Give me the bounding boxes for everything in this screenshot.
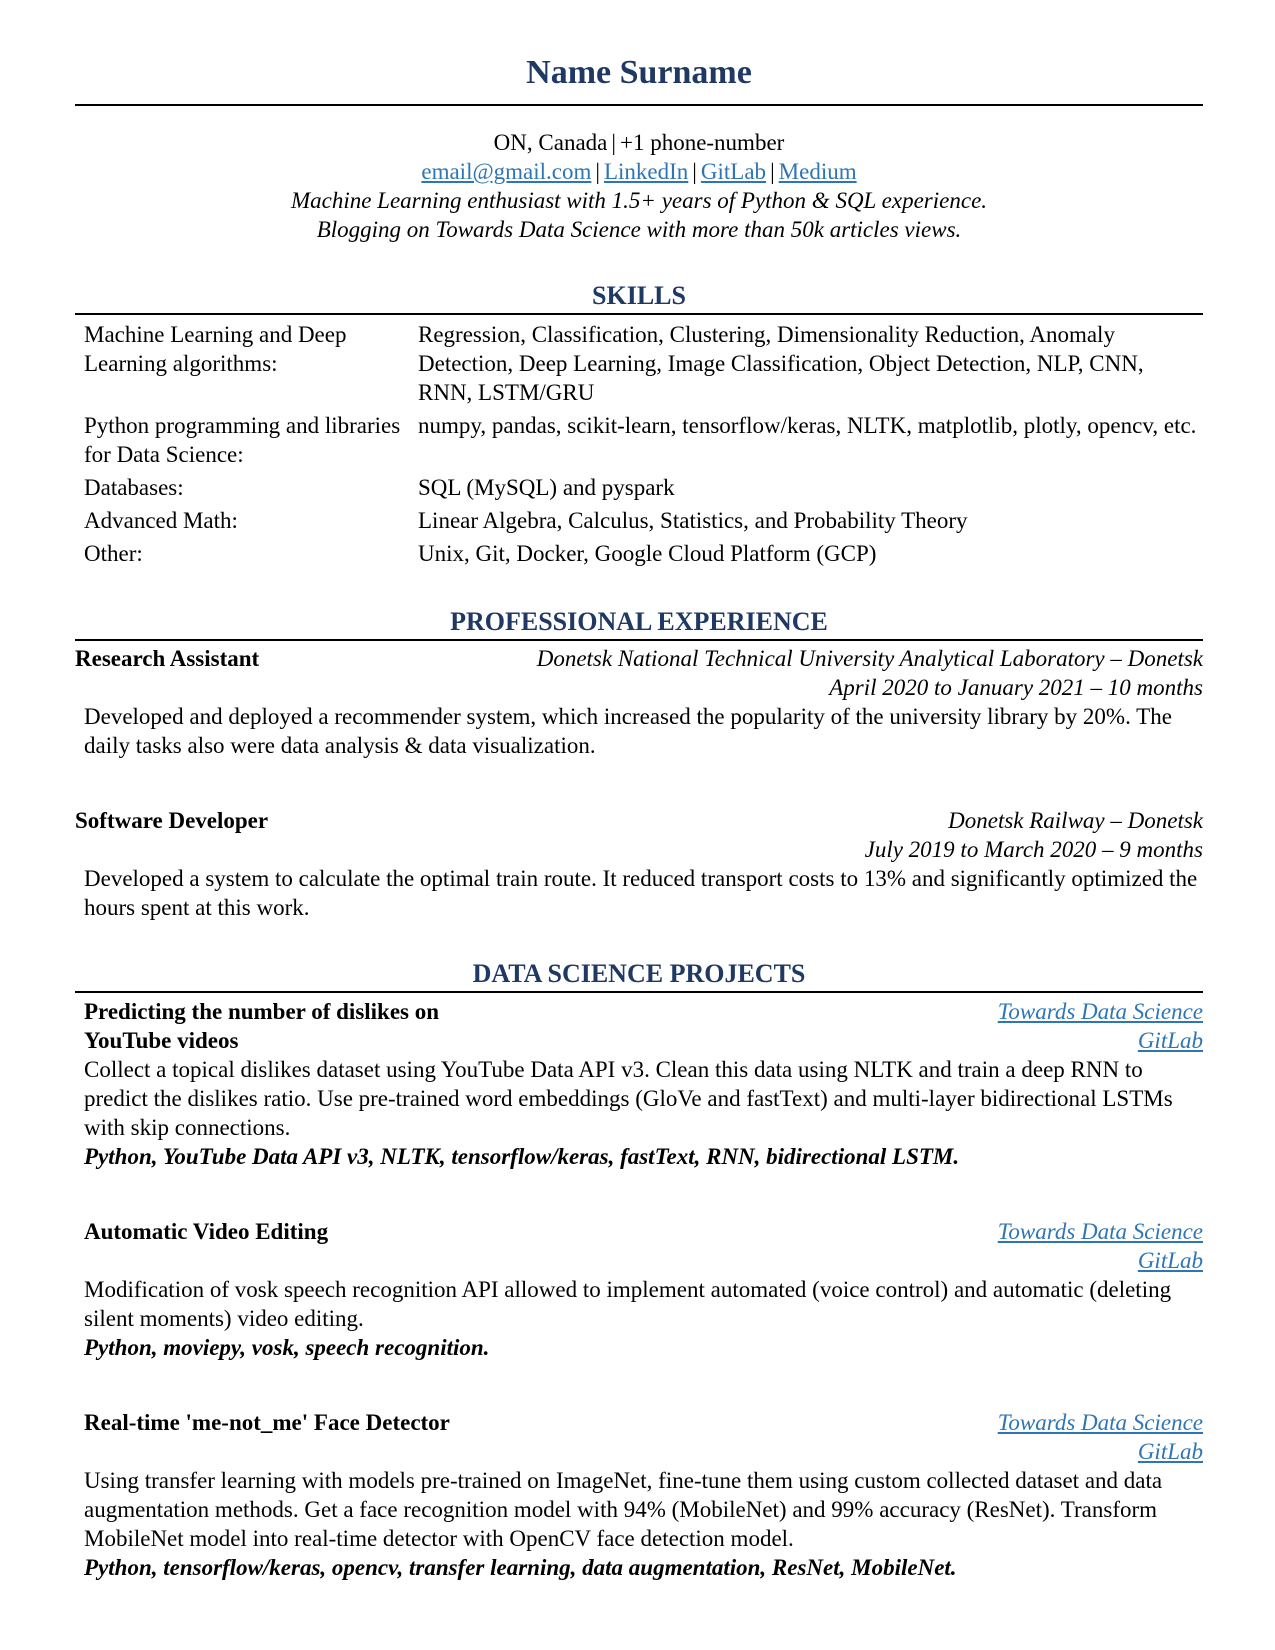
projects-section <box>75 958 1203 1582</box>
project-head <box>75 1408 1203 1466</box>
job-company: Donetsk National Technical University Analytical Laboratory – Donetsk <box>536 646 1203 671</box>
separator: | <box>692 159 697 184</box>
gitlab-link[interactable]: GitLab <box>700 159 767 184</box>
skill-label: Advanced Math: <box>84 508 238 533</box>
separator: | <box>770 159 775 184</box>
skill-label: Databases: <box>84 475 184 500</box>
skill-label: Machine Learning and Deep Learning algorithms: <box>84 322 347 376</box>
skill-value: numpy, pandas, scikit-learn, tensorflow/keras, NLTK, matplotlib, plotly, opencv, etc. <box>418 413 1197 438</box>
skill-value: Unix, Git, Docker, Google Cloud Platform (GCP) <box>418 541 877 566</box>
job-description: Developed a system to calculate the optimal train route. It reduced transport costs to 13% and significantly optimized the hours spent at this work. <box>84 866 1198 920</box>
skill-label: Other: <box>84 541 143 566</box>
skills-table <box>75 315 1203 570</box>
project-automatic-video-editing <box>75 1217 1203 1362</box>
job-software-developer <box>75 806 1203 922</box>
job-company: Donetsk Railway – Donetsk <box>948 808 1203 833</box>
header-divider <box>75 104 1203 106</box>
job-role: Software Developer <box>75 808 269 833</box>
project-title: Automatic Video Editing <box>84 1219 329 1244</box>
separator: | <box>611 130 616 155</box>
experience-section-head <box>75 606 1203 641</box>
skill-value: Regression, Classification, Clustering, Dimensionality Reduction, Anomaly Detection, Deep Learning, Image Classification, Object Detection, NLP, CNN, RNN, LSTM/GRU <box>418 322 1144 405</box>
project-description: Using transfer learning with models pre-trained on ImageNet, fine-tune them using custom collected dataset and data augmentation methods. Get a face recognition model with 94% (MobileNet) and 99% accuracy (ResNet). Transform MobileNet model into real-time detector with OpenCV face detection model. <box>84 1468 1163 1551</box>
gitlab-link[interactable]: GitLab <box>1137 1028 1203 1053</box>
job-head <box>75 644 1203 673</box>
contact-block <box>75 128 1203 244</box>
location-text: ON, Canada <box>493 130 608 155</box>
summary-line-1: Machine Learning enthusiast with 1.5+ years of Python & SQL experience. <box>290 188 988 213</box>
towards-data-science-link[interactable]: Towards Data Science <box>997 1410 1203 1435</box>
linkedin-link[interactable]: LinkedIn <box>603 159 689 184</box>
project-tech-stack: Python, moviepy, vosk, speech recognition. <box>84 1335 490 1360</box>
project-youtube-dislikes <box>75 997 1203 1171</box>
project-description: Collect a topical dislikes dataset using YouTube Data API v3. Clean this data using NLTK and train a deep RNN to predict the dislikes ratio. Use pre-trained word embeddings (GloVe and fastText) and multi-layer bidirectional LSTMs with skip connections. <box>84 1057 1173 1140</box>
skills-section-head <box>75 280 1203 315</box>
gitlab-link[interactable]: GitLab <box>1137 1439 1203 1464</box>
project-head <box>75 1217 1203 1275</box>
skills-section <box>75 280 1203 570</box>
email-link[interactable]: email@gmail.com <box>421 159 592 184</box>
job-description: Developed and deployed a recommender system, which increased the popularity of the university library by 20%. The daily tasks also were data analysis & data visualization. <box>84 704 1172 758</box>
experience-title: PROFESSIONAL EXPERIENCE <box>450 607 828 636</box>
project-links <box>998 1217 1203 1275</box>
contact-location-line <box>75 128 1203 157</box>
towards-data-science-link[interactable]: Towards Data Science <box>997 999 1203 1024</box>
job-head <box>75 806 1203 835</box>
contact-links-line <box>75 157 1203 186</box>
project-face-detector <box>75 1408 1203 1582</box>
skill-label: Python programming and libraries for Data Science: <box>84 413 401 467</box>
project-head <box>75 997 1203 1055</box>
project-title: Predicting the number of dislikes on YouTube videos <box>84 999 440 1053</box>
page-title: Name Surname <box>526 54 752 91</box>
summary-line-2: Blogging on Towards Data Science with more than 50k articles views. <box>316 217 962 242</box>
job-research-assistant <box>75 644 1203 760</box>
towards-data-science-link[interactable]: Towards Data Science <box>997 1219 1203 1244</box>
project-tech-stack: Python, tensorflow/keras, opencv, transfer learning, data augmentation, ResNet, MobileNet. <box>84 1555 957 1580</box>
separator: | <box>595 159 600 184</box>
job-dates: July 2019 to March 2020 – 9 months <box>864 837 1203 862</box>
project-links <box>998 997 1203 1055</box>
projects-title: DATA SCIENCE PROJECTS <box>472 959 806 988</box>
project-tech-stack: Python, YouTube Data API v3, NLTK, tensorflow/keras, fastText, RNN, bidirectional LSTM. <box>84 1144 960 1169</box>
phone-text: +1 phone-number <box>619 130 785 155</box>
skill-value: SQL (MySQL) and pyspark <box>418 475 675 500</box>
projects-section-head <box>75 958 1203 993</box>
project-title: Real-time 'me-not_me' Face Detector <box>84 1410 450 1435</box>
experience-section <box>75 606 1203 922</box>
medium-link[interactable]: Medium <box>778 159 857 184</box>
job-role: Research Assistant <box>75 646 260 671</box>
gitlab-link[interactable]: GitLab <box>1137 1248 1203 1273</box>
skill-value: Linear Algebra, Calculus, Statistics, and Probability Theory <box>418 508 968 533</box>
project-links <box>998 1408 1203 1466</box>
job-dates: April 2020 to January 2021 – 10 months <box>829 675 1203 700</box>
skills-title: SKILLS <box>592 281 686 310</box>
project-description: Modification of vosk speech recognition API allowed to implement automated (voice control) and automatic (deleting silent moments) video editing. <box>84 1277 1172 1331</box>
